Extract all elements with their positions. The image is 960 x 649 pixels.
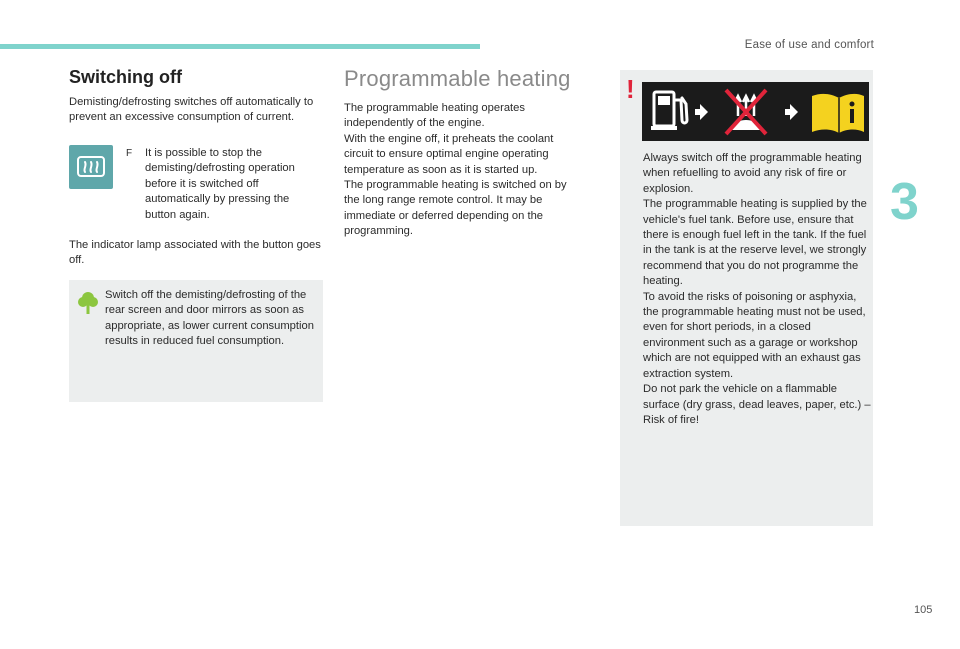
eco-tree-icon xyxy=(78,291,98,320)
page-number: 105 xyxy=(914,604,933,616)
warning-text: Always switch off the programmable heating when refuelling to avoid any risk of fire or explosion. The programmable heating is supplied by the vehicle's fuel tank. Before use, ensure that there is enough fuel left in the tank. If the fuel in the tank is at the reserve level, we strongly recommend that you do not programme the heating. To avoid the risks of poisoning or asphyxia, the programmable heating must not be used, even for short periods, in a closed environment such as a garage or workshop which are not equipped with an exhaust gas extraction system. Do not park the vehicle on a flammable surface (dry grass, dead leaves, paper, etc.) – Risk of fire! xyxy=(643,152,871,426)
top-accent-bar xyxy=(0,44,480,49)
switching-off-heading: Switching off xyxy=(69,67,182,87)
chapter-number: 3 xyxy=(890,173,919,231)
warning-exclamation-icon: ! xyxy=(626,74,635,104)
heating-off-icon xyxy=(726,90,766,134)
rear-screen-demist-icon xyxy=(69,145,113,189)
switching-off-intro: Demisting/defrosting switches off automatically to prevent an excessive consumption of current. xyxy=(69,96,314,124)
indicator-lamp-text: The indicator lamp associated with the button goes off. xyxy=(69,239,321,267)
eco-tip-box xyxy=(69,280,323,402)
eco-tip-text: Switch off the demisting/defrosting of the rear screen and door mirrors as soon as appropriate, as lower current consumption results in reduced fuel consumption. xyxy=(105,289,314,348)
programmable-heating-text: The programmable heating operates independently of the engine. With the engine off, it preheats the coolant circuit to ensure optimal engine operating temperature as soon as it is started up. The programmable heating is switched on by the long range remote control. It may be immediate or deferred depending on the programming. xyxy=(344,102,567,238)
section-label: Ease of use and comfort xyxy=(744,39,874,51)
programmable-heating-heading: Programmable heating xyxy=(344,66,571,91)
bullet-marker: F xyxy=(126,148,133,159)
handbook-info-icon xyxy=(812,94,864,133)
warning-pictogram-strip xyxy=(642,82,869,141)
stop-demisting-text: It is possible to stop the demisting/defrosting operation before it is switched off automatically by pressing the button again. xyxy=(145,147,295,221)
fuel-pump-icon xyxy=(651,92,687,130)
